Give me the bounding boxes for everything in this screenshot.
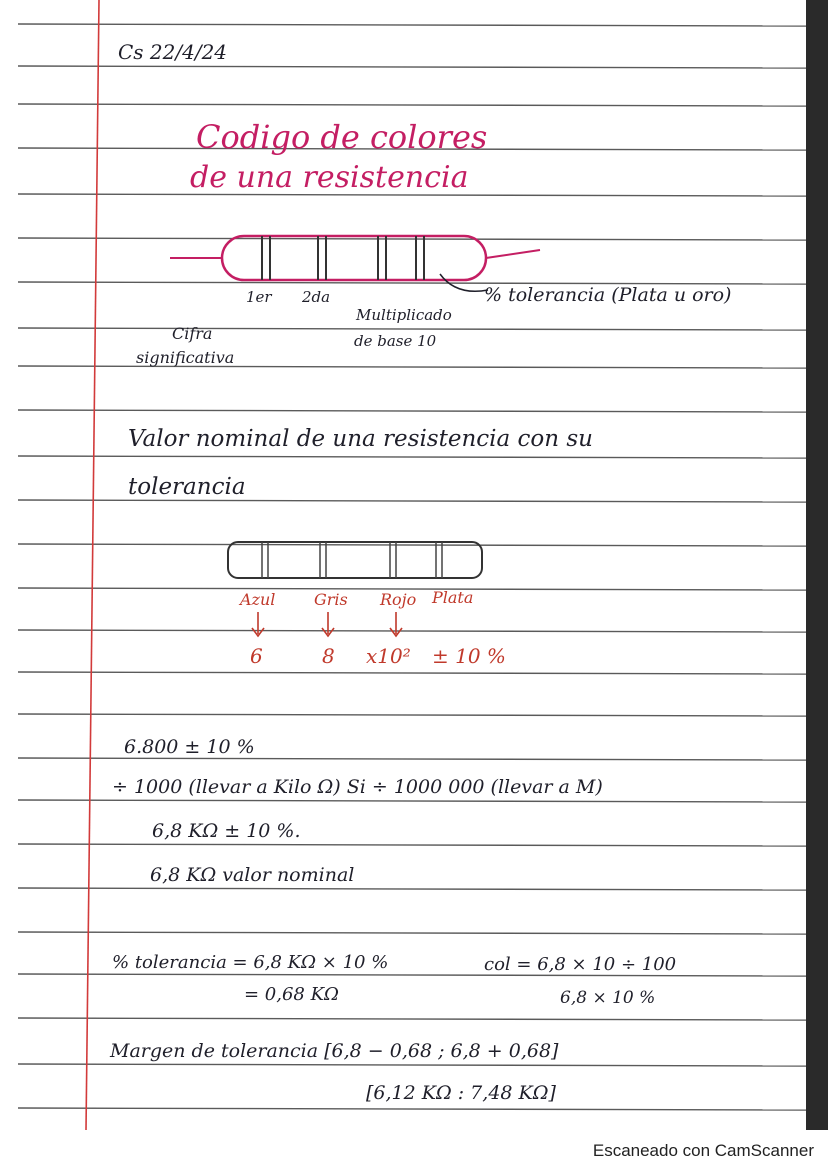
- ruled-line: [18, 1108, 806, 1110]
- ruled-line: [18, 1064, 806, 1066]
- band-value-multiplier: x10²: [366, 644, 411, 668]
- date-note: Cs 22/4/24: [118, 40, 228, 64]
- tolerance-side-note-2: 6,8 × 10 %: [560, 988, 656, 1008]
- ruled-line: [18, 66, 806, 68]
- calc-line-1: 6.800 ± 10 %: [124, 736, 255, 758]
- ruled-line: [18, 888, 806, 890]
- ruled-line: [18, 104, 806, 106]
- margin-line: [86, 0, 99, 1130]
- ruled-line: [18, 24, 806, 26]
- ruled-line: [18, 974, 806, 976]
- margin-line-1: Margen de tolerancia [6,8 − 0,68 ; 6,8 + 0,68]: [110, 1040, 559, 1062]
- ruled-line: [18, 456, 806, 458]
- ruled-line: [18, 500, 806, 502]
- ruled-line: [18, 844, 806, 846]
- section-heading-line-1: Valor nominal de una resistencia con su: [128, 426, 593, 452]
- ruled-line: [18, 410, 806, 412]
- band-name-plata: Plata: [432, 588, 474, 607]
- calc-line-2: ÷ 1000 (llevar a Kilo Ω) Si ÷ 1000 000 (llevar a M): [112, 776, 603, 798]
- cifra-label: Cifra: [172, 324, 213, 343]
- ruled-line: [18, 714, 806, 716]
- tolerance-calc-line-2: = 0,68 KΩ: [244, 984, 339, 1005]
- margin-line-2: [6,12 KΩ : 7,48 KΩ]: [366, 1082, 556, 1104]
- band-label-multiplier: Multiplicado: [356, 306, 452, 324]
- ruled-line: [18, 1018, 806, 1020]
- resistor-diagram-2: [224, 536, 494, 586]
- ruled-line: [18, 800, 806, 802]
- band-arrows: [240, 610, 420, 640]
- ruled-line: [18, 758, 806, 760]
- band-name-gris: Gris: [314, 590, 348, 609]
- calc-line-4: 6,8 KΩ valor nominal: [150, 864, 355, 886]
- band-name-azul: Azul: [240, 590, 276, 609]
- scanner-watermark: Escaneado con CamScanner: [592, 1141, 814, 1160]
- band-value-8: 8: [322, 644, 335, 668]
- section-heading-line-2: tolerancia: [128, 474, 246, 500]
- band-value-6: 6: [250, 644, 263, 668]
- band-name-rojo: Rojo: [380, 590, 417, 609]
- band-label-base: de base 10: [354, 332, 437, 350]
- band-value-tolerance: ± 10 %: [432, 644, 506, 668]
- ruled-line: [18, 672, 806, 674]
- ruled-line: [18, 328, 806, 330]
- tolerance-label: % tolerancia (Plata u oro): [484, 284, 732, 306]
- page-title-line-1: Codigo de colores: [196, 118, 488, 156]
- tolerance-side-note-1: col = 6,8 × 10 ÷ 100: [484, 954, 677, 975]
- tolerance-calc-line-1: % tolerancia = 6,8 KΩ × 10 %: [112, 952, 389, 973]
- band-label-first: 1er: [246, 288, 272, 306]
- significativa-label: significativa: [136, 348, 235, 367]
- page-edge-shadow: [806, 0, 828, 1130]
- ruled-line: [18, 932, 806, 934]
- calc-line-3: 6,8 KΩ ± 10 %.: [152, 820, 301, 842]
- band-label-second: 2da: [302, 288, 331, 306]
- page-title-line-2: de una resistencia: [190, 160, 469, 195]
